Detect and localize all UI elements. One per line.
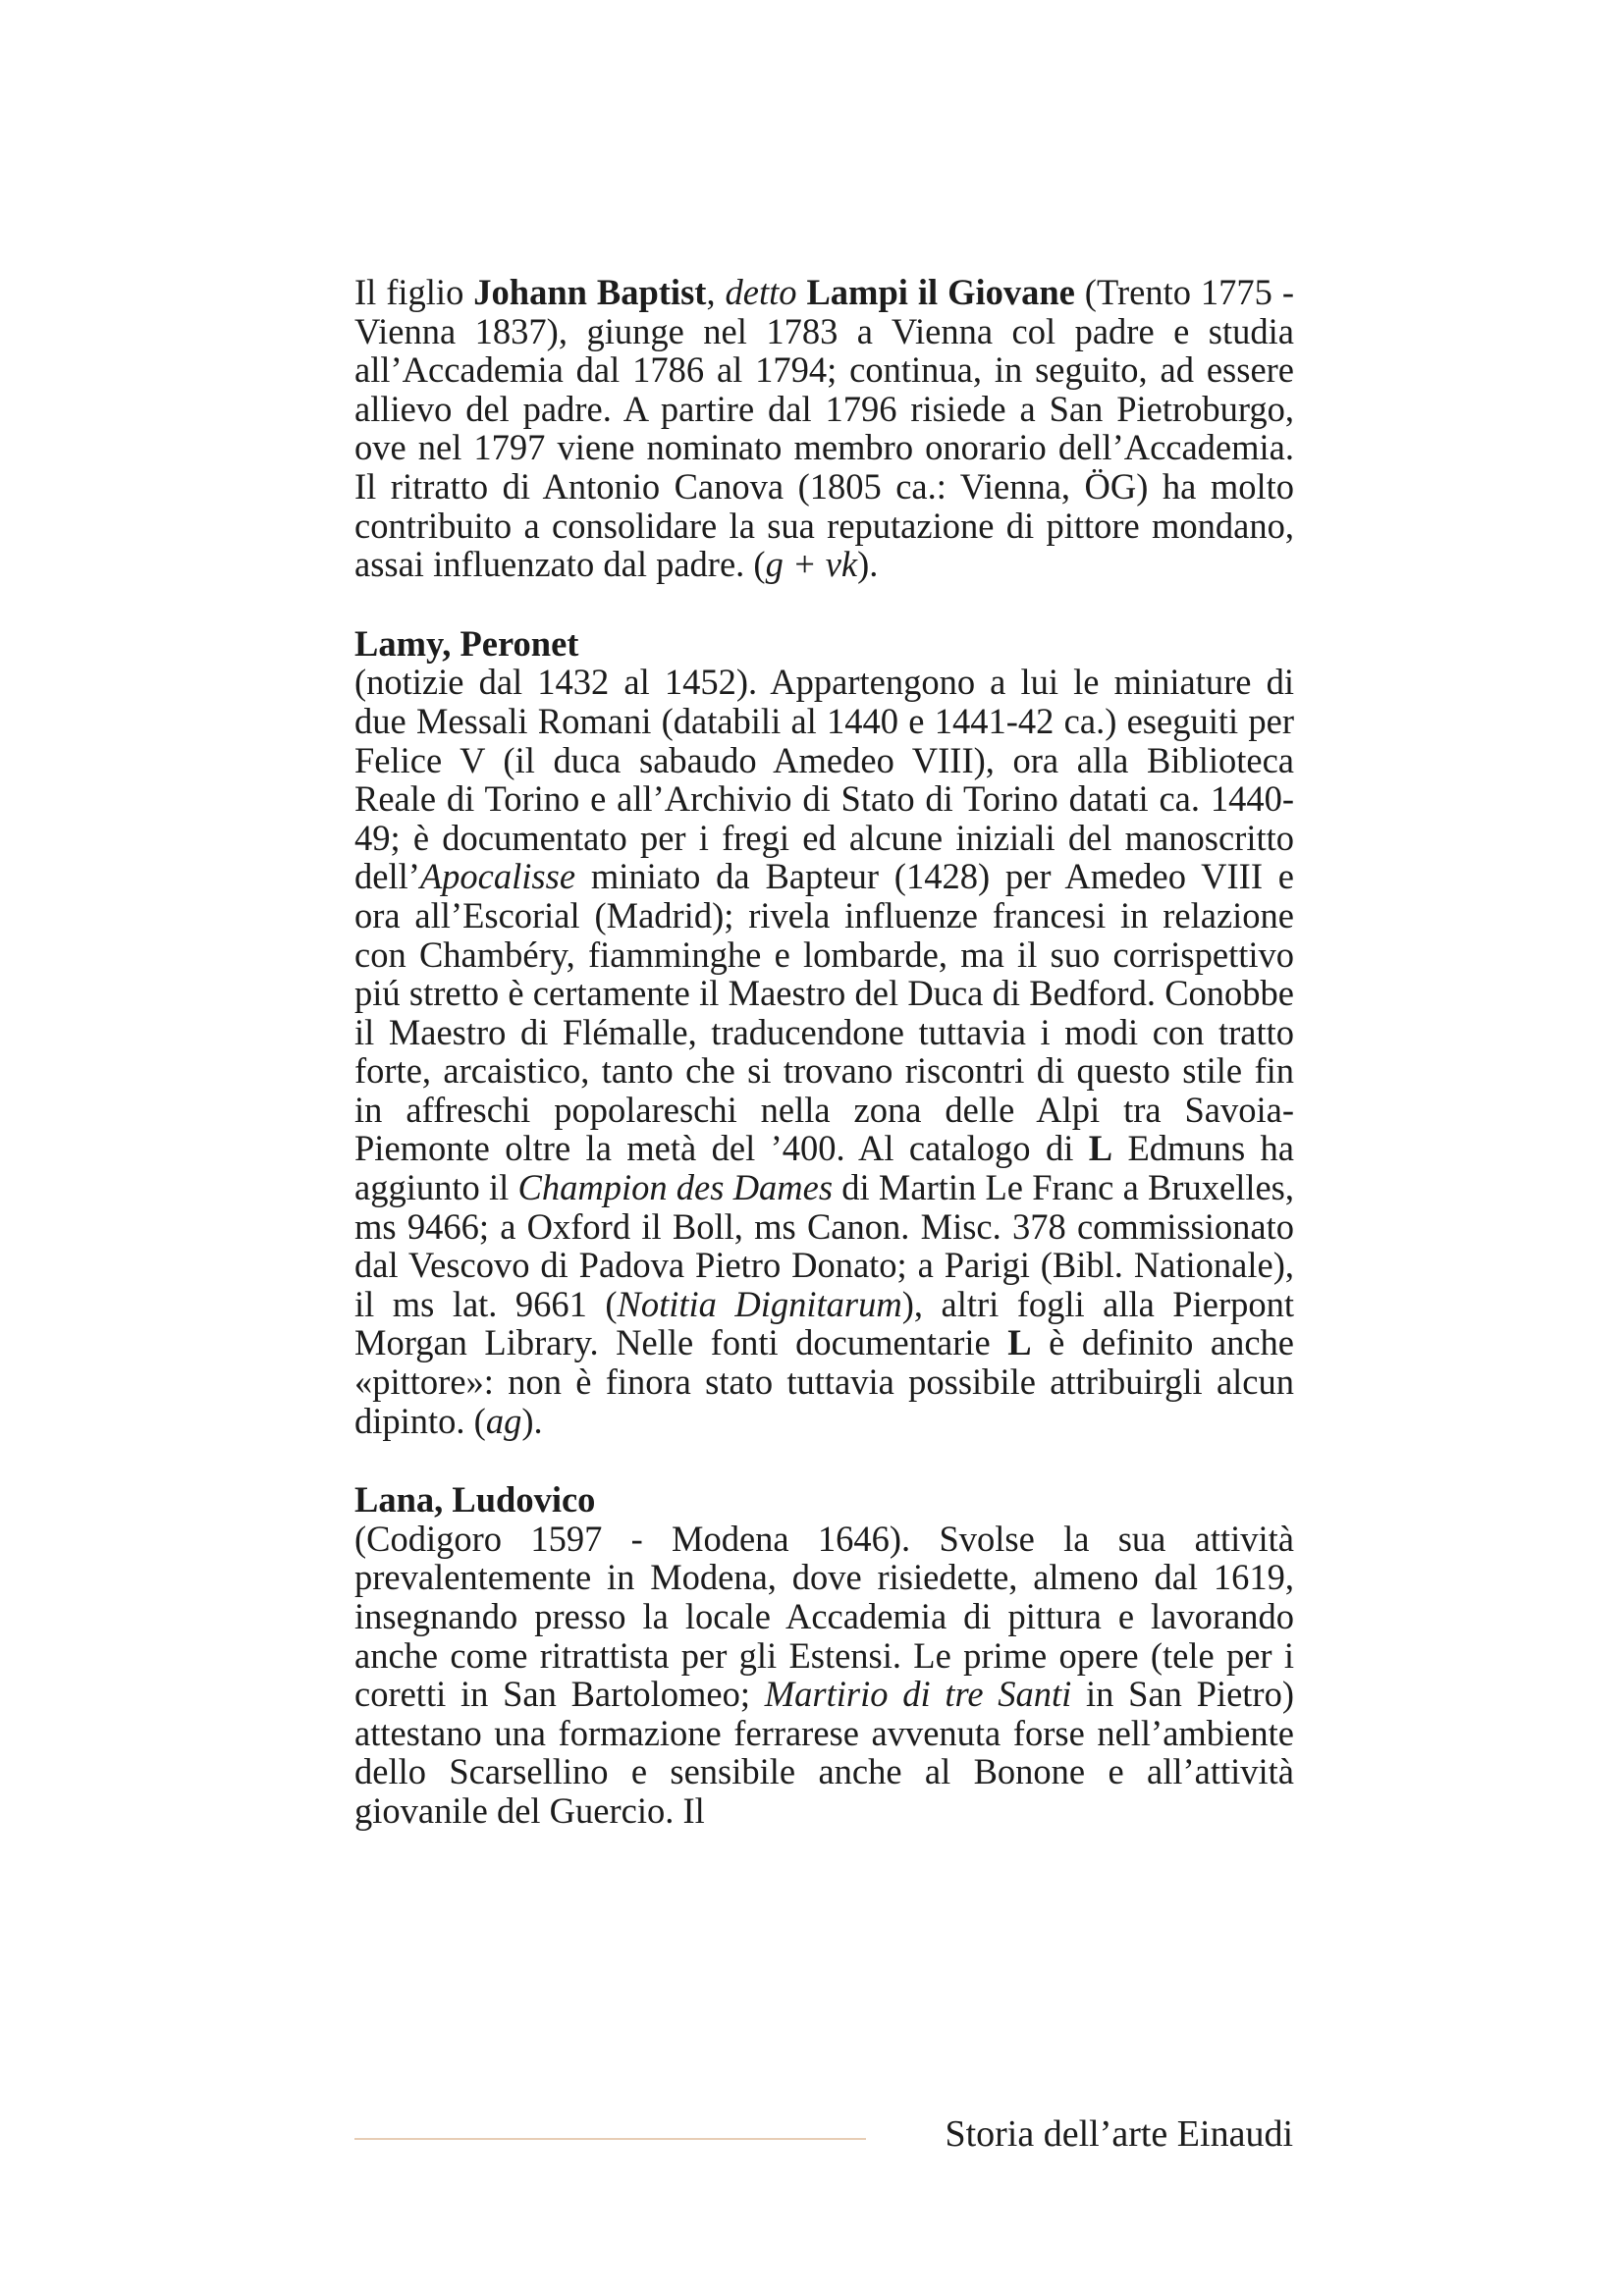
entry-lamy-text [354,663,1294,1440]
footer-publication-title: Storia dell’arte Einaudi [945,2113,1293,2155]
text-run: in San Pietro) attestano una formazione ferrarese avvenuta forse nell’ambiente dello Scarsellino e sensibile anche al Bonone e all’attività giovanile del Guercio. Il [354,1674,1294,1831]
entry-title-lana: Lana, Ludovico [354,1479,596,1521]
text-run: (Codigoro 1597 - Modena 1646). Svolse la sua attività prevalentemente in Modena, dove risiedette, almeno dal 1619, insegnando presso la locale Accademia di pittura e lavorando anche come ritrattista per gli Estensi. Le prime opere (tele per i coretti in San Bartolomeo; [354,1518,1294,1715]
italic-text-run: Martirio di tre Santi [764,1674,1072,1715]
bold-text-run: L [1088,1128,1113,1169]
text-run: (Trento 1775 - Vienna 1837), giunge nel 1783 a Vienna col padre e studia all’Accademia dal 1786 al 1794; continua, in seguito, ad essere allievo del padre. A partire dal 1796 risiede a San Pietroburgo, ove nel 1797 viene nominato membro onorario dell’Accademia. Il ritratto di Antonio Canova (1805 ca.: Vienna, ÖG) ha molto contribuito a consolidare la sua reputazione di pittore mondano, assai influenzato dal padre. ( [354,272,1295,585]
text-run: (notizie dal 1432 al 1452). Appartengono a lui le miniature di due Messali Romani (databili al 1440 e 1441-42 ca.) eseguiti per Felice V (il duca sabaudo Amedeo VIII), ora alla Biblioteca Reale di Torino e all’Archivio di Stato di Torino datati ca. 1440-49; è documentato per i fregi ed alcune iniziali del manoscritto dell’ [354,662,1294,897]
italic-text-run: g + vk [765,544,858,585]
text-run: miniato da Bapteur (1428) per Amedeo VIII e ora all’Escorial (Madrid); rivela influenze francesi in relazione con Chambéry, fiamminghe e lombarde, ma il suo corrispettivo piú stretto è certamente il Maestro del Duca di Bedford. Conobbe il Maestro di Flémalle, traducendone tuttavia i modi con tratto forte, arcaistico, tanto che si trovano riscontri di questo stile fin in affreschi popolareschi nella zona delle Alpi tra Savoia-Piemonte oltre la metà del ’400. Al catalogo di [354,856,1294,1169]
text-run: , [706,272,726,312]
text-run: Edmuns ha aggiunto il [354,1128,1294,1208]
bold-text-run: Lampi il Giovane [806,272,1075,312]
page-content [354,273,1294,1831]
entry-lampi-text [354,273,1294,584]
italic-text-run: detto [725,272,797,312]
text-run: ). [521,1400,543,1441]
bold-text-run: Johann Baptist [473,272,707,312]
italic-text-run: Notitia Dignitarum [617,1283,902,1324]
entry-title-lamy: Lamy, Peronet [354,622,579,664]
text-run [797,272,807,312]
text-run: ), altri fogli alla Pierpont Morgan Library. Nelle fonti documentarie [354,1283,1294,1363]
bold-text-run: L [1007,1322,1032,1363]
italic-text-run: Champion des Dames [517,1167,834,1208]
italic-text-run: ag [485,1400,522,1441]
entry-lana-text [354,1520,1294,1831]
text-run: Il figlio [354,272,474,312]
text-run: di Martin Le Franc a Bruxelles, ms 9466; a Oxford il Boll, ms Canon. Misc. 378 commissionato dal Vescovo di Padova Pietro Donato; a Parigi (Bibl. Nationale), il ms lat. 9661 ( [354,1167,1295,1324]
text-run: ). [857,544,879,585]
footer-rule [354,2138,866,2140]
italic-text-run: Apocalisse [419,856,576,897]
text-run: è definito anche «pittore»: non è finora stato tuttavia possibile attribuirgli alcun dipinto. ( [354,1322,1294,1441]
